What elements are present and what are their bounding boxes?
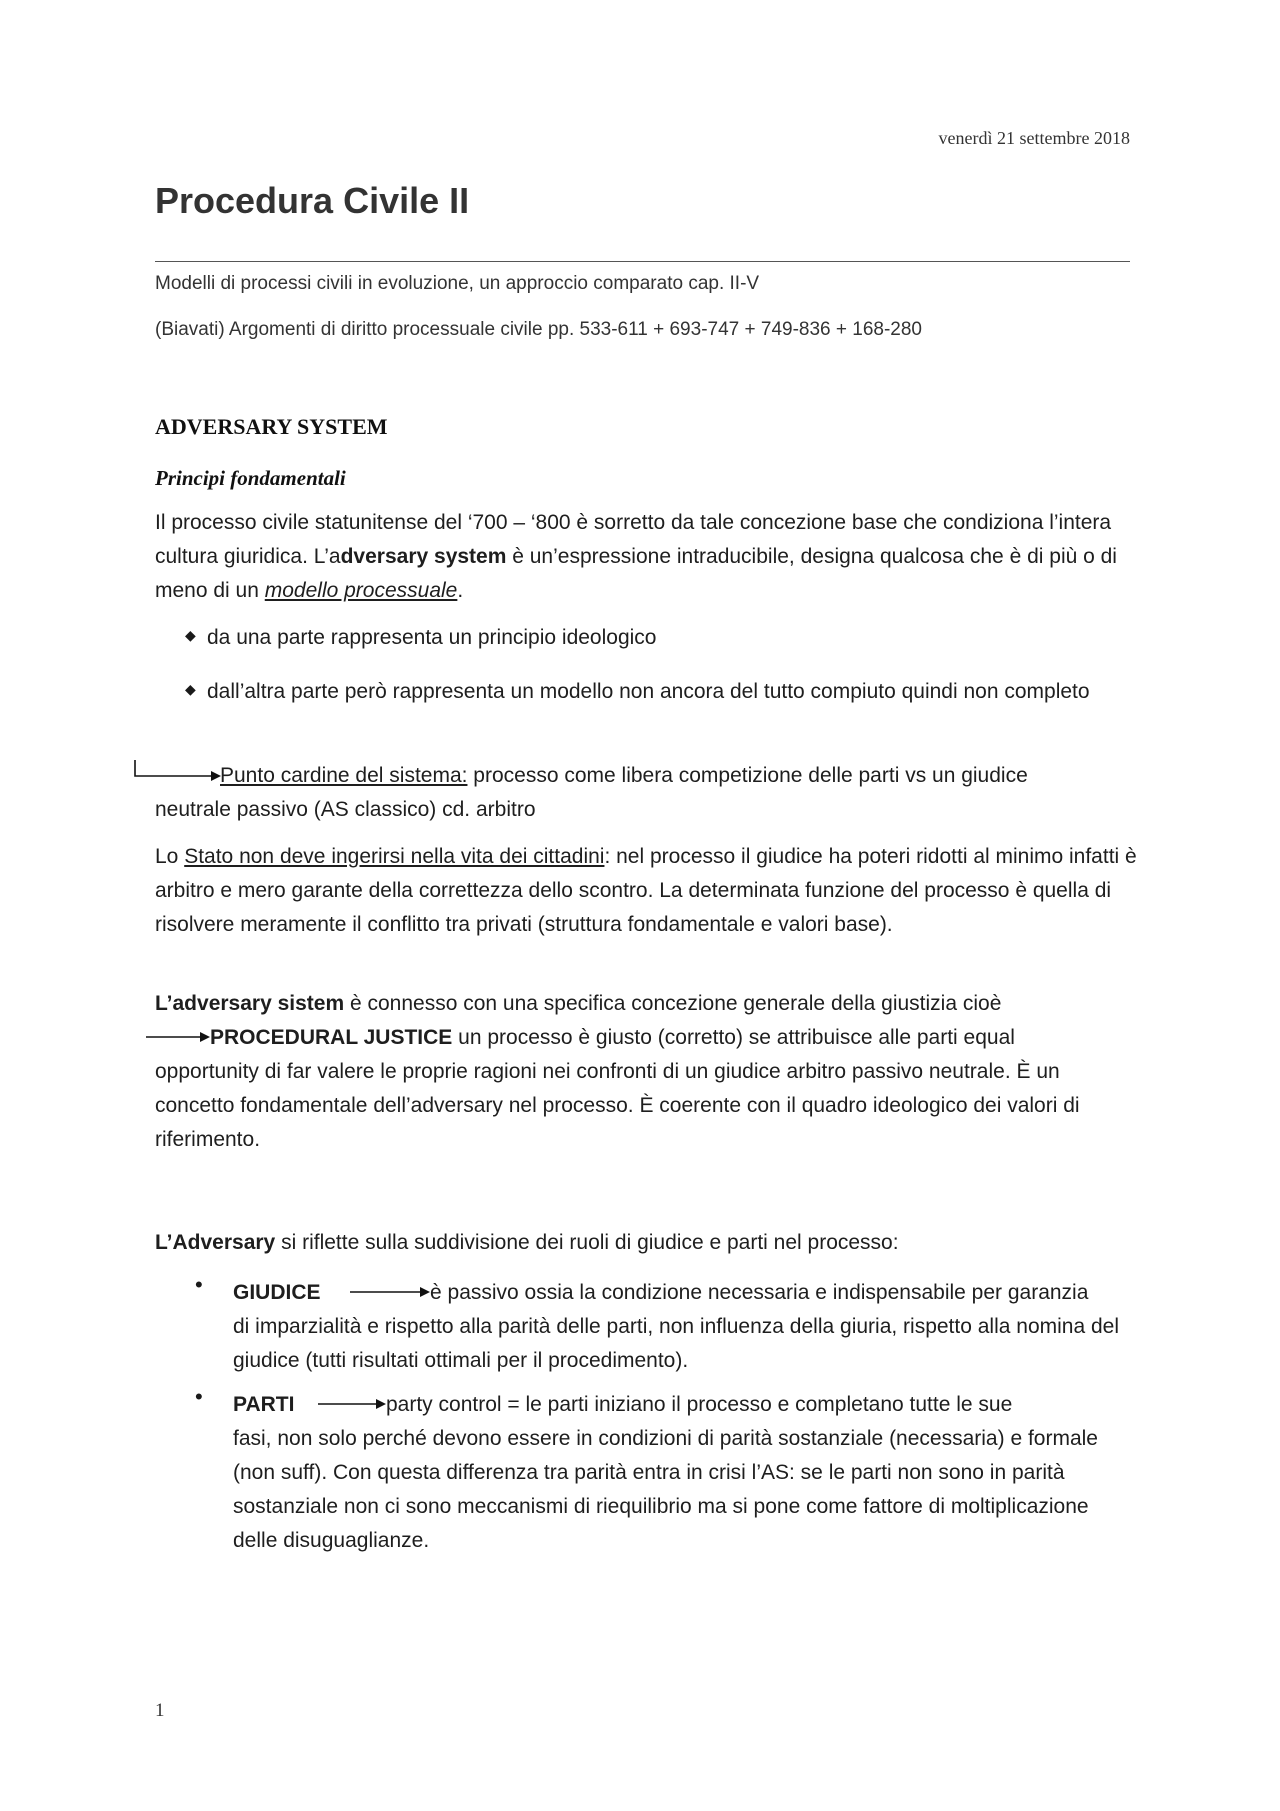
diamond-bullet-icon: ◆ (185, 627, 196, 643)
elbow-arrow-icon (133, 758, 221, 782)
cardine-line-1: Punto cardine del sistema: processo come libera competizione delle parti vs un giudice (220, 764, 1028, 787)
document-date: venerdì 21 settembre 2018 (938, 128, 1130, 148)
document-title: Procedura Civile II (155, 180, 470, 221)
cardine-line-2: neutrale passivo (AS classico) cd. arbitro (155, 798, 536, 821)
section-heading: ADVERSARY SYSTEM (155, 414, 388, 439)
stato-paragraph: Lo Stato non deve ingerirsi nella vita dei cittadini: nel processo il giudice ha poteri ridotti al minimo infatti è arbitro e mero garante della correttezza dello scontro. La determinata funzione del processo è quella di risolvere meramente il conflitto tra privati (struttura fondamentale e valori base). (155, 845, 1137, 936)
role-giudice-text: di imparzialità e rispetto alla parità delle parti, non influenza della giuria, rispetto alla nomina del giudice (tutti risultati ottimali per il procedimento). (233, 1315, 1119, 1372)
role-label-parti: PARTI (233, 1393, 295, 1416)
cardine-term: Punto cardine del sistema: (220, 764, 468, 787)
section-subheading: Principi fondamentali (155, 466, 346, 490)
list-item: dall’altra parte però rappresenta un modello non ancora del tutto compiuto quindi non completo (207, 680, 1090, 703)
procedural-justice-term: PROCEDURAL JUSTICE (210, 1026, 453, 1049)
justice-line-2: PROCEDURAL JUSTICE un processo è giusto (corretto) se attribuisce alle parti equal (210, 1026, 1015, 1049)
reference-line-2: (Biavati) Argomenti di diritto processuale civile pp. 533-611 + 693-747 + 749-836 + 168-280 (155, 319, 922, 340)
role-parti-text: fasi, non solo perché devono essere in condizioni di parità sostanziale (necessaria) e formale (non suff). Con questa differenza tra parità entra in crisi l’AS: se le parti non sono in parità sostanziale non ci sono meccanismi di riequilibrio ma si pone come fattore di moltiplicazione delle disuguaglianze. (233, 1427, 1098, 1552)
bullet-dot-icon: • (195, 1384, 203, 1409)
justice-paragraph-rest: opportunity di far valere le proprie ragioni nei confronti di un giudice arbitro passivo neutrale. È un concetto fondamentale dell’adversary nel processo. È coerente con il quadro ideologico dei valori di riferimento. (155, 1060, 1080, 1151)
diamond-bullet-icon: ◆ (185, 681, 196, 697)
title-divider (155, 261, 1130, 262)
role-giudice-first-line: è passivo ossia la condizione necessaria e indispensabile per garanzia (430, 1281, 1089, 1304)
bullet-dot-icon: • (195, 1272, 203, 1297)
stato-term: Stato non deve ingerirsi nella vita dei cittadini (184, 845, 605, 868)
list-item: da una parte rappresenta un principio ideologico (207, 626, 657, 649)
modello-processuale-term: modello processuale (264, 579, 458, 602)
role-parti-first-line: party control = le parti iniziano il processo e completano tutte le sue (386, 1393, 1013, 1416)
page-number: 1 (155, 1700, 165, 1721)
roles-intro: L’Adversary si riflette sulla suddivisione dei ruoli di giudice e parti nel processo: (155, 1231, 899, 1254)
role-label-giudice: GIUDICE (233, 1281, 321, 1304)
reference-line-1: Modelli di processi civili in evoluzione, un approccio comparato cap. II-V (155, 273, 760, 294)
right-arrow-icon (146, 1030, 210, 1044)
intro-paragraph: Il processo civile statunitense del ‘700 – ‘800 è sorretto da tale concezione base che condiziona l’intera cultura giuridica. L’adversary system è un’espressione intraducibile, designa qualcosa che è di più o di meno di un modello processuale. (155, 511, 1117, 602)
right-arrow-icon (318, 1397, 386, 1411)
right-arrow-icon (350, 1285, 430, 1299)
justice-line-1: L’adversary sistem è connesso con una specifica concezione generale della giustizia cioè (155, 992, 1002, 1015)
